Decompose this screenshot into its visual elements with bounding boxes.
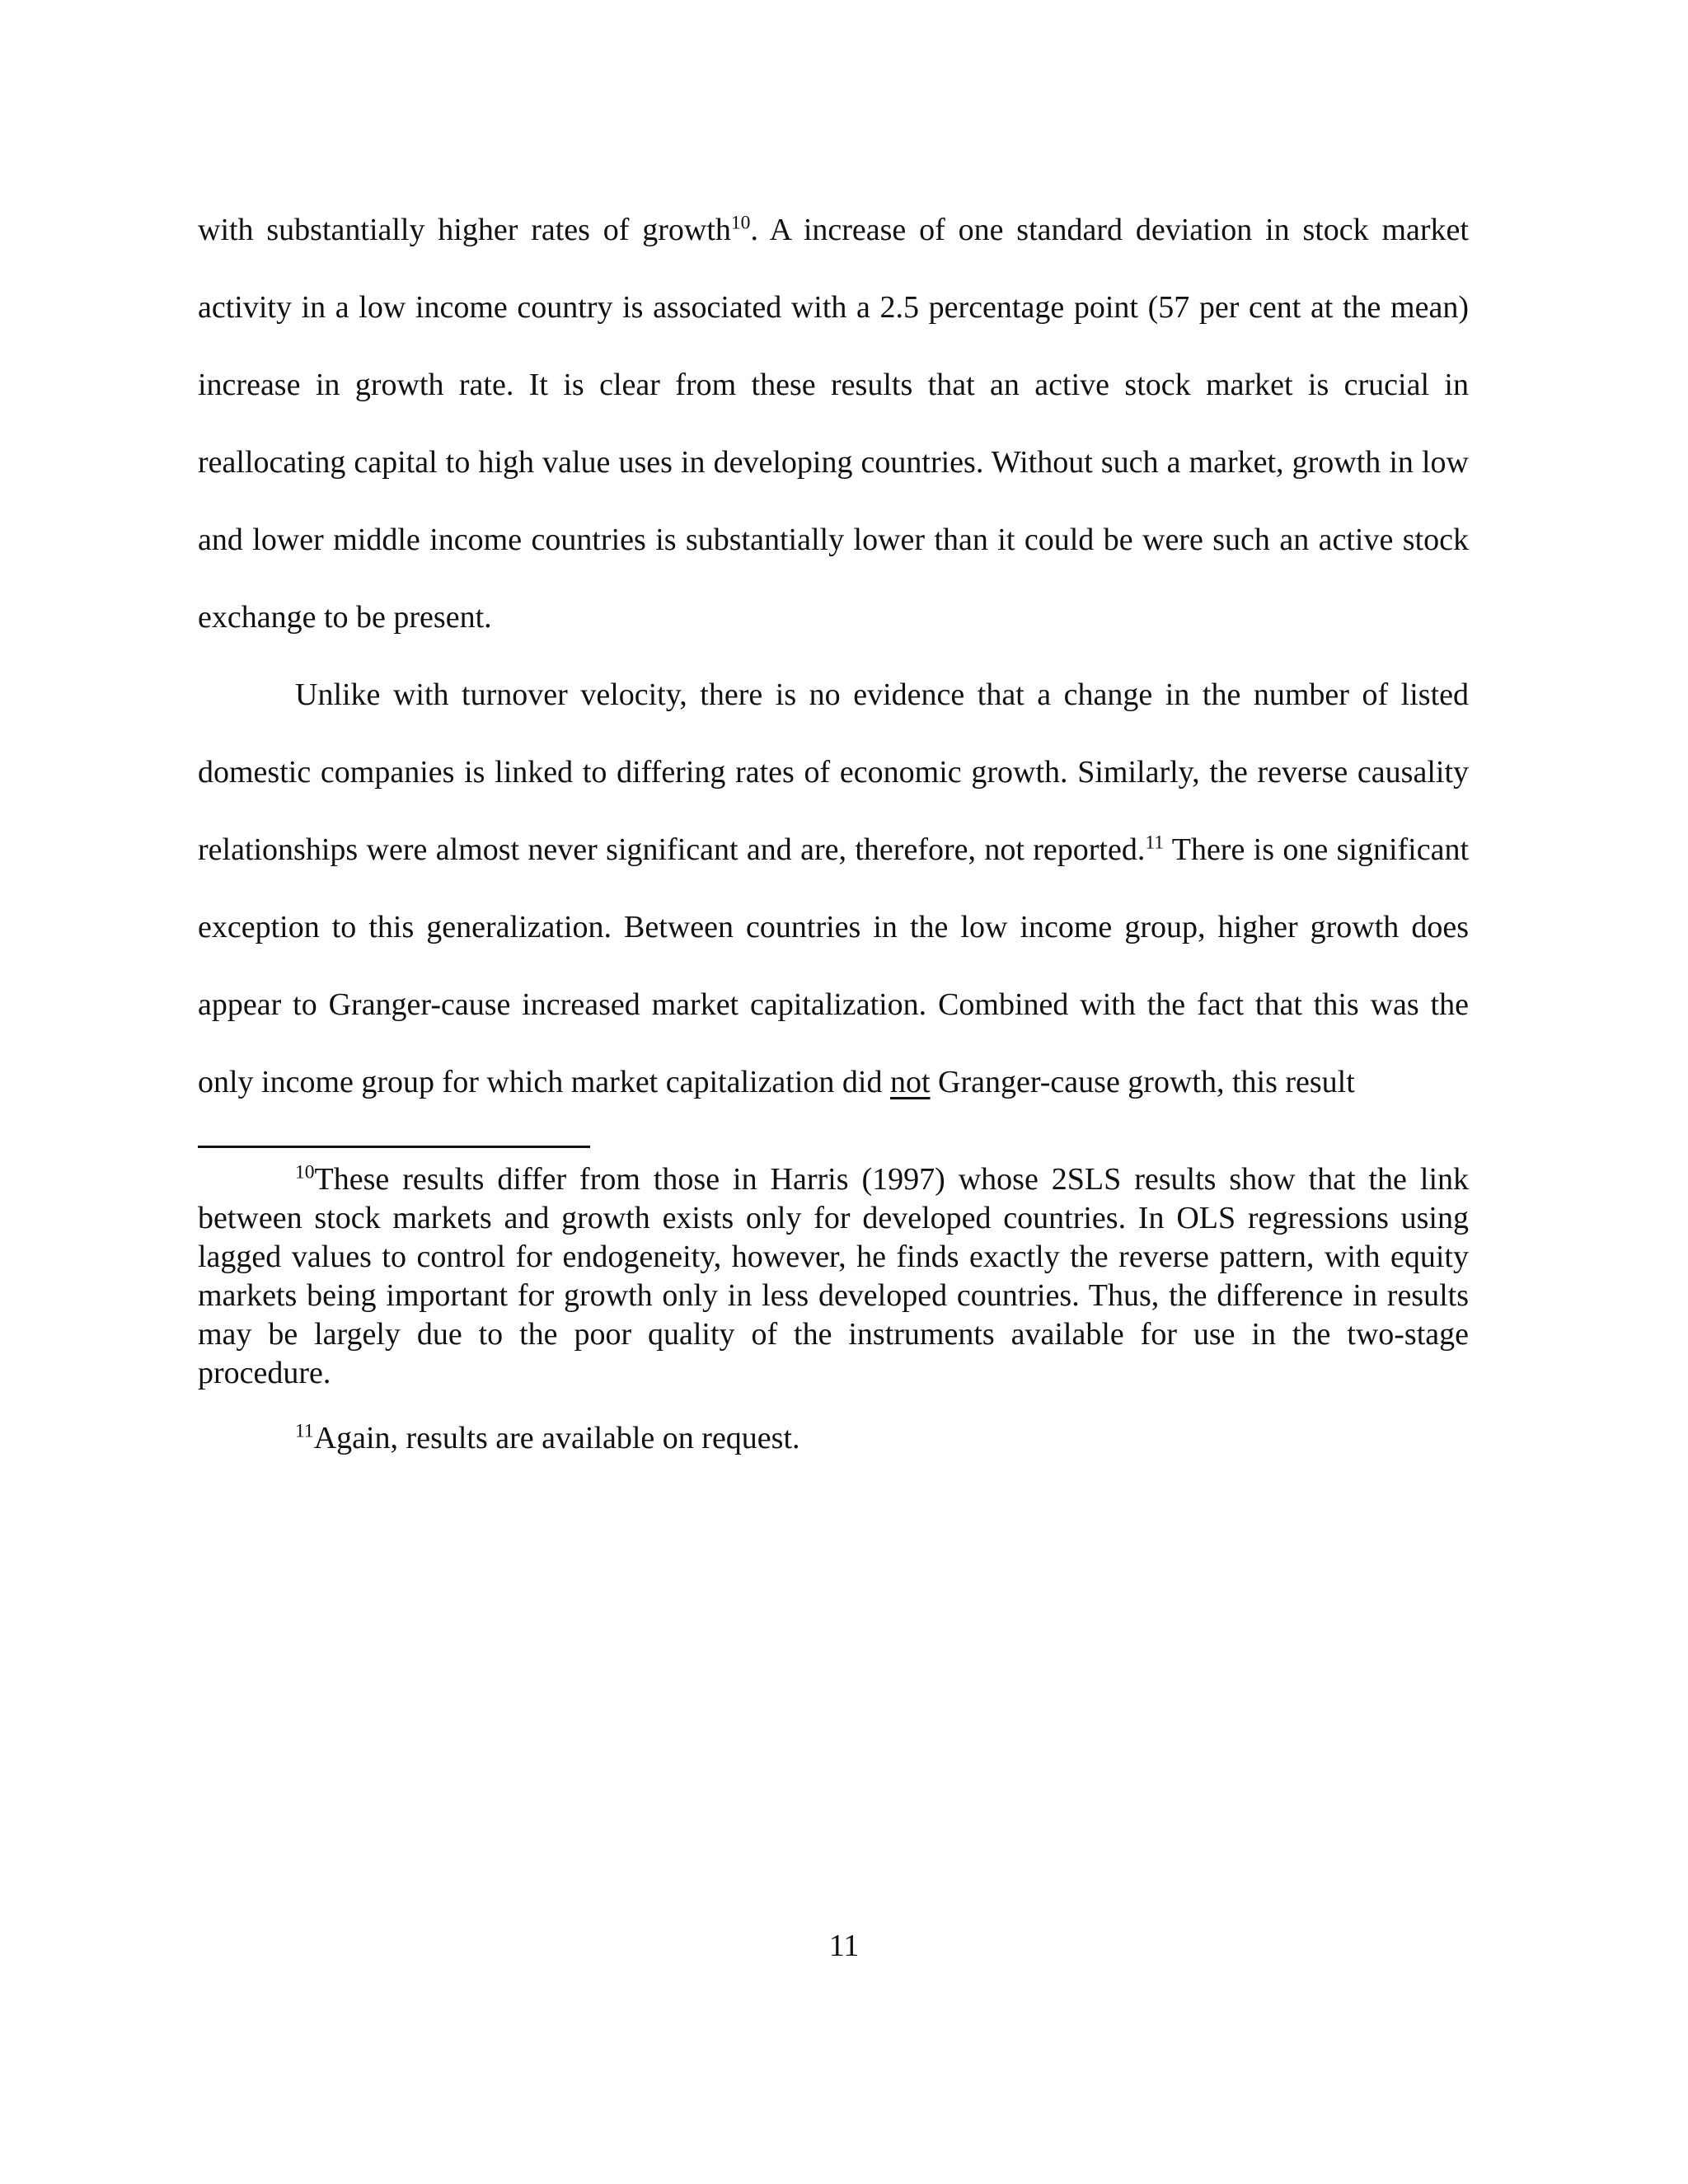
footnotes	[198, 1160, 1469, 1458]
footnote-mark-10: 10	[295, 1161, 315, 1183]
paragraph-2-text-end: Granger-cause growth, this result	[930, 1065, 1355, 1099]
paragraph-1-text-end: . A increase of one standard deviation in stock market activity in a low income country is associated with a 2.5 percentage point (57 per cent at the mean) increase in growth rate. It is clear from these results that an active stock market is crucial in reallocating capital to high value uses in developing countries. Without such a market, growth in low and lower middle income countries is substantially lower than it could be were such an active stock exchange to be present.	[198, 213, 1469, 635]
paragraph-2-text-middle: There is one significant exception to this generalization. Between countries in the low income group, higher growth does appear to Granger-cause increased market capitalization. Combined with the fact that this was the only income group for which market capitalization did	[198, 832, 1470, 1099]
footnote-10-text: These results differ from those in Harris (1997) whose 2SLS results show that the link between stock markets and growth exists only for developed countries. In OLS regressions using lagged values to control for endogeneity, however, he finds exactly the reverse pattern, with equity markets being important for growth only in less developed countries. Thus, the difference in results may be largely due to the poor quality of the instruments available for use in the two-stage procedure.	[198, 1162, 1469, 1390]
paragraph-2-text-start: Unlike with turnover velocity, there is no evidence that a change in the number of listed domestic companies is linked to differing rates of economic growth. Similarly, the reverse causality relationships were almost never significant and are, therefore, not reported.	[198, 677, 1469, 867]
footnote-mark-11: 11	[295, 1420, 314, 1442]
footnote-ref-10: 10	[730, 212, 751, 234]
footnote-11	[198, 1419, 1469, 1458]
footnote-ref-11: 11	[1145, 832, 1165, 854]
page-number: 11	[828, 1929, 860, 1963]
paragraph-1-text-start: with substantially higher rates of growth	[198, 213, 731, 247]
paragraph-1	[198, 191, 1469, 656]
footnote-separator	[198, 1146, 590, 1148]
underlined-emphasis: not	[889, 1065, 931, 1099]
footnote-11-text: Again, results are available on request.	[313, 1421, 800, 1455]
paragraph-2	[198, 656, 1469, 1121]
footnote-10	[198, 1160, 1469, 1393]
body-text	[198, 191, 1469, 1121]
